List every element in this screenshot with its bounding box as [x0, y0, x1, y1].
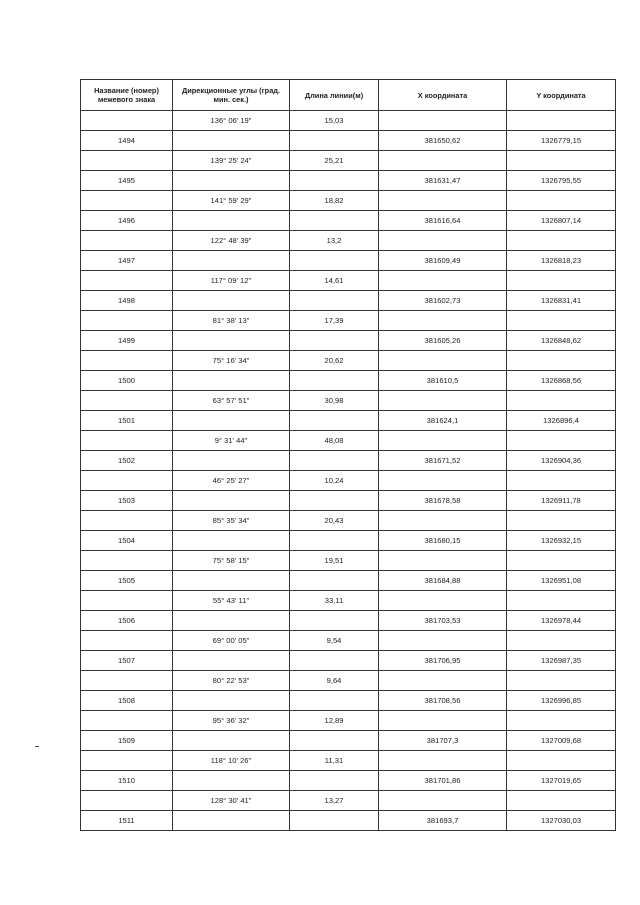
cell-angle: 141° 59' 29"	[173, 191, 290, 211]
cell-x	[379, 391, 507, 411]
cell-length	[290, 811, 379, 831]
cell-y: 1326896,4	[507, 411, 616, 431]
table-row-segment	[81, 791, 616, 811]
cell-length: 30,98	[290, 391, 379, 411]
cell-angle	[173, 131, 290, 151]
cell-y	[507, 511, 616, 531]
cell-name: 1496	[81, 211, 173, 231]
cell-y: 1327019,65	[507, 771, 616, 791]
cell-x	[379, 311, 507, 331]
table-row-point	[81, 291, 616, 311]
table-row-segment	[81, 511, 616, 531]
cell-name: 1507	[81, 651, 173, 671]
cell-name	[81, 511, 173, 531]
cell-y: 1326848,62	[507, 331, 616, 351]
cell-x	[379, 111, 507, 131]
table-row-segment	[81, 591, 616, 611]
cell-x: 381708,56	[379, 691, 507, 711]
cell-name: 1509	[81, 731, 173, 751]
cell-length: 13,27	[290, 791, 379, 811]
cell-name: 1511	[81, 811, 173, 831]
cell-x	[379, 591, 507, 611]
cell-length: 14,61	[290, 271, 379, 291]
cell-y	[507, 631, 616, 651]
cell-angle: 136° 06' 19"	[173, 111, 290, 131]
cell-x: 381650,62	[379, 131, 507, 151]
cell-angle	[173, 291, 290, 311]
cell-y	[507, 351, 616, 371]
cell-length: 25,21	[290, 151, 379, 171]
cell-name: 1510	[81, 771, 173, 791]
cell-y	[507, 671, 616, 691]
cell-x	[379, 791, 507, 811]
table-row-point	[81, 731, 616, 751]
cell-name: 1495	[81, 171, 173, 191]
cell-length: 19,51	[290, 551, 379, 571]
cell-y	[507, 111, 616, 131]
cell-x: 381631,47	[379, 171, 507, 191]
header-name: Название (номер) межевого знака	[81, 80, 173, 111]
cell-length	[290, 291, 379, 311]
table-row-point	[81, 211, 616, 231]
cell-angle: 46° 25' 27"	[173, 471, 290, 491]
cell-name: 1499	[81, 331, 173, 351]
cell-name	[81, 151, 173, 171]
cell-length	[290, 771, 379, 791]
table-header-row	[81, 80, 616, 111]
header-x: X координата	[379, 80, 507, 111]
cell-length	[290, 171, 379, 191]
table-row-segment	[81, 751, 616, 771]
cell-name	[81, 471, 173, 491]
cell-name	[81, 391, 173, 411]
cell-angle: 85° 35' 34"	[173, 511, 290, 531]
cell-x	[379, 511, 507, 531]
cell-x: 381693,7	[379, 811, 507, 831]
table-row-segment	[81, 271, 616, 291]
table-row-point	[81, 451, 616, 471]
cell-y: 1326807,14	[507, 211, 616, 231]
cell-length: 17,39	[290, 311, 379, 331]
cell-angle	[173, 451, 290, 471]
cell-angle: 117° 09' 12"	[173, 271, 290, 291]
table-row-point	[81, 171, 616, 191]
header-length: Длина линии(м)	[290, 80, 379, 111]
cell-length	[290, 491, 379, 511]
cell-length	[290, 371, 379, 391]
cell-length: 13,2	[290, 231, 379, 251]
cell-angle: 55° 43' 11"	[173, 591, 290, 611]
cell-y	[507, 591, 616, 611]
cell-angle	[173, 251, 290, 271]
cell-length: 10,24	[290, 471, 379, 491]
cell-length	[290, 691, 379, 711]
table-row-segment	[81, 311, 616, 331]
cell-angle	[173, 411, 290, 431]
cell-y	[507, 551, 616, 571]
cell-name: 1501	[81, 411, 173, 431]
cell-y: 1327009,68	[507, 731, 616, 751]
cell-name	[81, 671, 173, 691]
cell-x: 381624,1	[379, 411, 507, 431]
cell-y: 1326868,56	[507, 371, 616, 391]
cell-angle: 63° 57' 51"	[173, 391, 290, 411]
cell-length: 9,54	[290, 631, 379, 651]
cell-angle	[173, 731, 290, 751]
cell-name	[81, 351, 173, 371]
cell-angle: 122° 48' 39"	[173, 231, 290, 251]
cell-name: 1494	[81, 131, 173, 151]
cell-name: 1504	[81, 531, 173, 551]
cell-length	[290, 451, 379, 471]
cell-y: 1326951,08	[507, 571, 616, 591]
cell-name	[81, 711, 173, 731]
cell-angle: 95° 36' 32"	[173, 711, 290, 731]
cell-name	[81, 591, 173, 611]
cell-y	[507, 751, 616, 771]
cell-length: 20,62	[290, 351, 379, 371]
cell-angle	[173, 651, 290, 671]
cell-y: 1326911,78	[507, 491, 616, 511]
cell-x: 381703,53	[379, 611, 507, 631]
cell-x	[379, 471, 507, 491]
cell-angle	[173, 371, 290, 391]
cell-angle	[173, 171, 290, 191]
cell-angle: 75° 16' 34"	[173, 351, 290, 371]
table-row-point	[81, 691, 616, 711]
cell-x: 381701,86	[379, 771, 507, 791]
cell-length	[290, 251, 379, 271]
cell-x	[379, 271, 507, 291]
cell-x: 381680,15	[379, 531, 507, 551]
cell-angle	[173, 491, 290, 511]
cell-x: 381609,49	[379, 251, 507, 271]
cell-y	[507, 471, 616, 491]
cell-angle: 81° 38' 13"	[173, 311, 290, 331]
cell-length: 20,43	[290, 511, 379, 531]
cell-name	[81, 791, 173, 811]
cell-x: 381706,95	[379, 651, 507, 671]
cell-x	[379, 151, 507, 171]
cell-x: 381684,88	[379, 571, 507, 591]
cell-x	[379, 351, 507, 371]
table-row-segment	[81, 471, 616, 491]
cell-x	[379, 671, 507, 691]
cell-y	[507, 231, 616, 251]
cell-y	[507, 711, 616, 731]
cell-angle	[173, 331, 290, 351]
cell-x: 381605,26	[379, 331, 507, 351]
cell-angle: 128° 30' 41"	[173, 791, 290, 811]
cell-length: 33,11	[290, 591, 379, 611]
cell-y	[507, 191, 616, 211]
table-row-segment	[81, 151, 616, 171]
cell-name: 1508	[81, 691, 173, 711]
table-body	[81, 111, 616, 831]
cell-length: 15,03	[290, 111, 379, 131]
cell-y: 1326904,36	[507, 451, 616, 471]
cell-angle	[173, 811, 290, 831]
table-row-segment	[81, 391, 616, 411]
table-row-segment	[81, 631, 616, 651]
cell-x: 381678,58	[379, 491, 507, 511]
cell-length: 9,64	[290, 671, 379, 691]
boundary-coordinates-table	[80, 79, 616, 831]
cell-length: 11,31	[290, 751, 379, 771]
cell-length	[290, 331, 379, 351]
table-row-point	[81, 371, 616, 391]
cell-length	[290, 411, 379, 431]
cell-length: 18,82	[290, 191, 379, 211]
cell-x	[379, 191, 507, 211]
cell-angle	[173, 571, 290, 591]
cell-length	[290, 571, 379, 591]
table-row-segment	[81, 431, 616, 451]
cell-x	[379, 551, 507, 571]
cell-y: 1326831,41	[507, 291, 616, 311]
cell-y: 1326818,23	[507, 251, 616, 271]
header-y: Y координата	[507, 80, 616, 111]
table-row-segment	[81, 111, 616, 131]
cell-x	[379, 751, 507, 771]
scan-speck	[35, 746, 39, 747]
table-row-point	[81, 491, 616, 511]
cell-angle: 9° 31' 44"	[173, 431, 290, 451]
cell-length: 12,89	[290, 711, 379, 731]
table-row-segment	[81, 231, 616, 251]
cell-name	[81, 191, 173, 211]
table-row-point	[81, 531, 616, 551]
cell-name	[81, 431, 173, 451]
cell-name	[81, 231, 173, 251]
cell-angle	[173, 611, 290, 631]
cell-length	[290, 651, 379, 671]
cell-name: 1498	[81, 291, 173, 311]
table-row-point	[81, 251, 616, 271]
cell-name: 1497	[81, 251, 173, 271]
cell-y	[507, 431, 616, 451]
header-angle: Дирекционные углы (град. мин. сек.)	[173, 80, 290, 111]
cell-name	[81, 631, 173, 651]
table-row-segment	[81, 351, 616, 371]
cell-y	[507, 151, 616, 171]
cell-length	[290, 611, 379, 631]
cell-x: 381707,3	[379, 731, 507, 751]
cell-name	[81, 271, 173, 291]
cell-y: 1326996,85	[507, 691, 616, 711]
cell-angle	[173, 691, 290, 711]
cell-length: 48,08	[290, 431, 379, 451]
cell-x: 381610,5	[379, 371, 507, 391]
cell-name	[81, 311, 173, 331]
cell-y	[507, 311, 616, 331]
cell-y: 1326987,35	[507, 651, 616, 671]
cell-x: 381671,52	[379, 451, 507, 471]
table-row-segment	[81, 711, 616, 731]
cell-y: 1326978,44	[507, 611, 616, 631]
cell-name: 1500	[81, 371, 173, 391]
cell-angle: 139° 25' 24"	[173, 151, 290, 171]
cell-angle	[173, 211, 290, 231]
cell-y: 1326795,55	[507, 171, 616, 191]
cell-name: 1502	[81, 451, 173, 471]
cell-angle: 118° 10' 26"	[173, 751, 290, 771]
cell-name: 1503	[81, 491, 173, 511]
cell-name	[81, 111, 173, 131]
table-row-segment	[81, 671, 616, 691]
cell-y	[507, 391, 616, 411]
table-row-point	[81, 771, 616, 791]
cell-length	[290, 731, 379, 751]
cell-y: 1326932,15	[507, 531, 616, 551]
cell-angle: 80° 22' 53"	[173, 671, 290, 691]
cell-y: 1327030,03	[507, 811, 616, 831]
cell-angle	[173, 531, 290, 551]
cell-length	[290, 131, 379, 151]
table-row-point	[81, 651, 616, 671]
table-row-point	[81, 811, 616, 831]
table-row-point	[81, 571, 616, 591]
table-row-point	[81, 611, 616, 631]
cell-y	[507, 271, 616, 291]
cell-angle: 75° 58' 15"	[173, 551, 290, 571]
table-row-segment	[81, 551, 616, 571]
cell-x	[379, 711, 507, 731]
table-row-point	[81, 411, 616, 431]
table-row-point	[81, 131, 616, 151]
cell-x	[379, 431, 507, 451]
cell-angle	[173, 771, 290, 791]
cell-name: 1506	[81, 611, 173, 631]
cell-y	[507, 791, 616, 811]
cell-angle: 69° 00' 05"	[173, 631, 290, 651]
table-row-point	[81, 331, 616, 351]
table-row-segment	[81, 191, 616, 211]
cell-y: 1326779,15	[507, 131, 616, 151]
cell-length	[290, 211, 379, 231]
cell-x: 381616,64	[379, 211, 507, 231]
cell-name: 1505	[81, 571, 173, 591]
cell-name	[81, 751, 173, 771]
cell-name	[81, 551, 173, 571]
cell-length	[290, 531, 379, 551]
cell-x: 381602,73	[379, 291, 507, 311]
cell-x	[379, 231, 507, 251]
cell-x	[379, 631, 507, 651]
